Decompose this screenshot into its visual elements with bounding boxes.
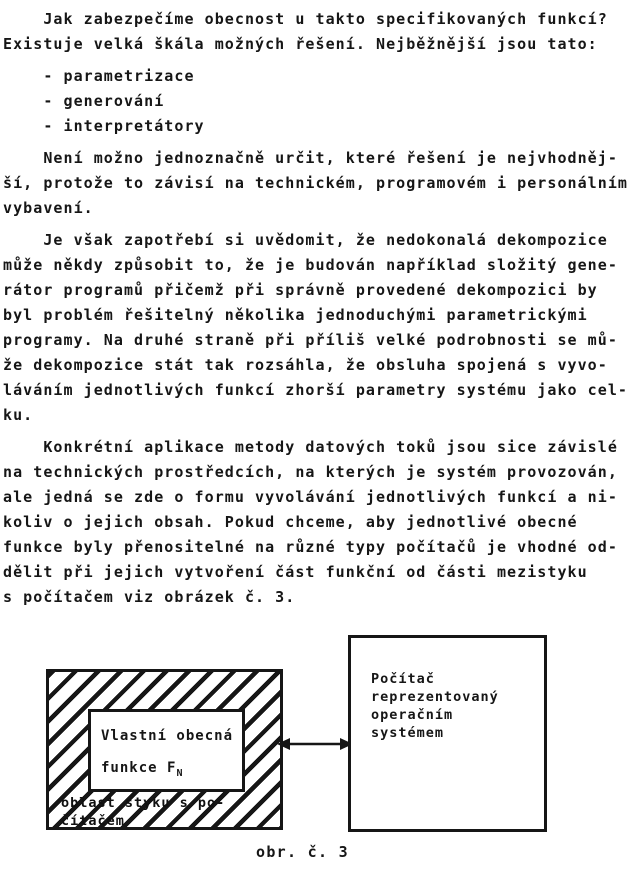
text-line: s počítačem viz obrázek č. 3. [3,588,296,606]
interface-area-box [46,669,283,830]
bullet-item: - parametrizace [3,67,195,85]
subscript-n: N [176,767,183,779]
paragraph [3,146,639,221]
figure-diagram [0,635,643,873]
computer-box-label: operačním [371,707,454,723]
bullet-item: - interpretátory [3,117,205,135]
text-line: ale jedná se zde o formu vyvolávání jednotlivých funkcí a ni- [3,488,618,506]
text-line: že dekompozice stát tak rozsáhla, že obsluha spojená s vyvo- [3,356,608,374]
text-line: koliv o jejich obsah. Pokud chceme, aby jednotlivé obecné [3,513,578,531]
paragraph [3,7,639,57]
text-line: vybavení. [3,199,94,217]
text-line: na technických prostředcích, na kterých je systém provozován, [3,463,618,481]
paragraph [3,228,639,428]
text-line: láváním jednotlivých funkcí zhorší parametry systému jako cel- [3,381,629,399]
text-line: čítačem [61,813,125,829]
text-line: Je však zapotřebí si uvědomit, že nedokonalá dekompozice [3,231,608,249]
text-line: ku. [3,406,34,424]
generic-function-box [88,709,245,792]
bidirectional-arrow-icon [277,735,353,753]
document-text-body [3,7,639,610]
text-line: programy. Na druhé straně při příliš velké podrobnosti se mů- [3,331,618,349]
figure-caption: obr. č. 3 [256,843,349,861]
function-box-label: Vlastní obecná [101,728,234,744]
text-line: Není možno jednoznačně určit, které řešení je nejvhodněj- [3,149,618,167]
computer-box-label: reprezentovaný [371,689,499,705]
function-box-label: funkce $F_N$ [101,760,183,779]
text-line: Konkrétní aplikace metody datových toků jsou sice závislé [3,438,618,456]
paragraph [3,435,639,610]
text-line: byl problém řešitelný několika jednoduchými parametrickými [3,306,588,324]
interface-area-label [61,794,225,830]
text-line: Jak zabezpečíme obecnost u takto specifikovaných funkcí? [3,10,608,28]
text-line: může někdy způsobit to, že je budován například složitý gene- [3,256,618,274]
text-line: oblast styku s po- [61,795,226,811]
bullet-list [3,64,639,139]
computer-box [348,635,547,832]
text-line: dělit při jejich vytvoření část funkční od části mezistyku [3,563,588,581]
text-line: Existuje velká škála možných řešení. Nejběžnější jsou tato: [3,35,598,53]
bullet-item: - generování [3,92,165,110]
computer-box-label: systémem [371,725,445,741]
text-line: funkce byly přenositelné na různé typy počítačů je vhodné od- [3,538,618,556]
computer-box-label: Počítač [371,671,435,687]
text-line: ší, protože to závisí na technickém, programovém i personálním [3,174,629,192]
text-line: rátor programů přičemž při správně provedené dekompozici by [3,281,598,299]
